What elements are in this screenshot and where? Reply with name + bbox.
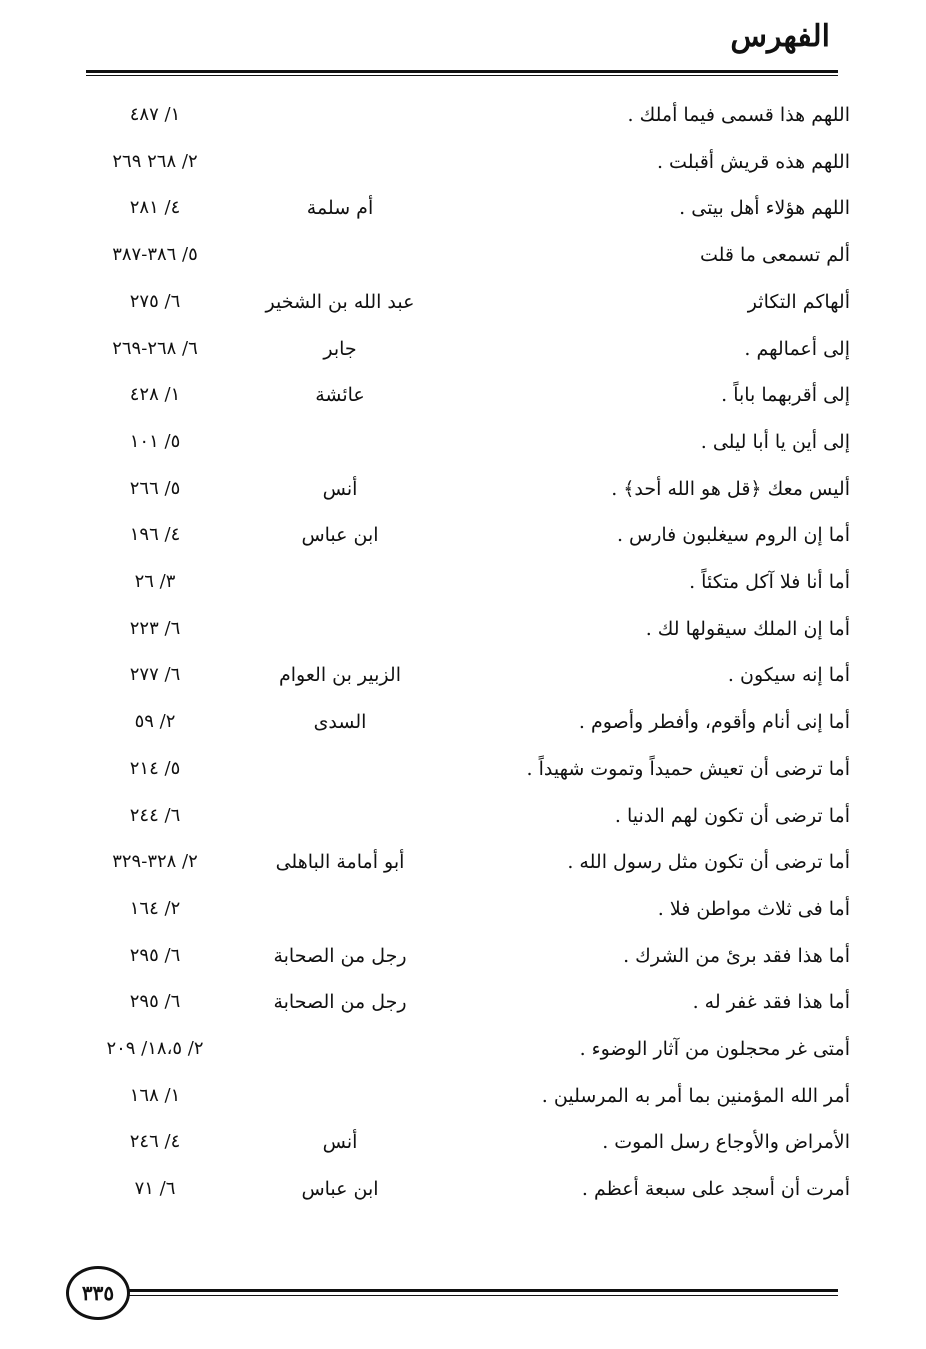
volume-page-ref: ٥/ ٢١٤ [129,757,181,779]
hadith-text: أما ترضى أن تكون مثل رسول الله . [567,851,850,874]
volume-page-ref: ٦/ ٢٤٤ [129,804,181,826]
hadith-text: أليس معك ﴿قل هو الله أحد﴾ . [611,477,850,500]
narrator: عائشة [315,384,365,407]
index-row [60,793,850,840]
narrator: رجل من الصحابة [273,991,407,1014]
index-row [60,1026,850,1073]
index-row [60,466,850,513]
index-row [60,746,850,793]
index-row [60,839,850,886]
page-number: ٣٣٥ [66,1266,130,1320]
volume-page-ref: ٢/ ٢٦٨ ٢٦٩ [112,150,198,172]
volume-page-ref: ٢/ ٣٢٨-٣٢٩ [112,851,198,873]
narrator: الزبير بن العوام [279,664,401,687]
narrator [240,746,440,793]
hadith-text: أمر الله المؤمنين بما أمر به المرسلين . [541,1084,850,1107]
hadith-text: ألهاكم التكاثر [747,290,850,313]
hadith-text: أمرت أن أسجد على سبعة أعظم . [581,1178,850,1201]
volume-page-ref: ٦/ ٢٢٣ [129,617,181,639]
page-title: الفهرس [730,19,830,54]
hadith-text: الأمراض والأوجاع رسل الموت . [602,1131,850,1154]
index-row [60,232,850,279]
volume-page-ref: ٣/ ٢٦ [134,571,176,592]
hadith-text: أما ترضى أن تكون لهم الدنيا . [614,804,850,827]
hadith-text: اللهم هذا قسمى فيما أملك . [627,104,850,126]
narrator: أنس [322,1131,358,1154]
index-row [60,886,850,933]
narrator: السدى [313,711,367,734]
index-row [60,979,850,1026]
hadith-text: أمتى غر محجلون من آثار الوضوء . [579,1038,850,1060]
header-rule [86,70,838,76]
volume-page-ref: ٦/ ٢٩٥ [129,944,181,966]
index-row [60,512,850,559]
volume-page-ref: ٥/ ١٠١ [129,430,181,452]
hadith-text: أما إن الملك سيقولها لك . [645,617,850,640]
volume-page-ref: ٦/ ٧١ [134,1178,176,1200]
hadith-text: اللهم هذه قريش أقبلت . [656,150,850,173]
narrator: أبو أمامة الباهلى [275,851,405,874]
volume-page-ref: ٥/ ٢٦٦ [129,477,181,499]
narrator: عبد الله بن الشخير [265,290,415,313]
index-row [60,1166,850,1213]
narrator: رجل من الصحابة [273,944,407,967]
hadith-text: أما فى ثلاث مواطن فلا . [657,897,850,920]
narrator [240,1026,440,1073]
narrator [240,419,440,466]
narrator [240,559,440,606]
index-row [60,372,850,419]
hadith-text: ألم تسمعى ما قلت [699,244,850,267]
narrator [240,886,440,933]
volume-page-ref: ٦/ ٢٧٧ [129,664,181,686]
index-row [60,1119,850,1166]
volume-page-ref: ٢/ ١٨،٥/ ٢٠٩ [106,1038,204,1059]
narrator [240,92,440,139]
volume-page-ref: ٤/ ٢٤٦ [129,1131,181,1153]
narrator [240,793,440,840]
index-table [60,92,850,1232]
volume-page-ref: ٦/ ٢٧٥ [129,290,181,312]
index-row [60,279,850,326]
volume-page-ref: ٥/ ٣٨٦-٣٨٧ [112,244,198,266]
volume-page-ref: ١/ ١٦٨ [129,1084,181,1106]
narrator [240,606,440,653]
index-row [60,652,850,699]
hadith-text: أما أنا فلا آكل متكئاً . [689,571,850,593]
hadith-text: إلى أعمالهم . [744,337,850,360]
index-row [60,1073,850,1120]
hadith-text: إلى أين يا أبا ليلى . [700,430,850,453]
index-row [60,326,850,373]
volume-page-ref: ١/ ٤٨٧ [129,104,181,125]
hadith-text: أما إنى أنام وأقوم، وأفطر وأصوم . [578,711,850,734]
volume-page-ref: ٤/ ١٩٦ [129,524,181,546]
narrator: أم سلمة [306,197,374,220]
index-row [60,92,850,139]
hadith-text: أما هذا فقد برئ من الشرك . [623,944,850,967]
narrator: ابن عباس [301,524,379,547]
hadith-text: أما هذا فقد غفر له . [692,991,850,1014]
hadith-text: أما إن الروم سيغلبون فارس . [616,524,850,547]
narrator: أنس [322,477,358,500]
index-row [60,419,850,466]
hadith-text: أما ترضى أن تعيش حميداً وتموت شهيداً . [526,757,850,780]
narrator: جابر [323,337,357,360]
index-row [60,185,850,232]
narrator [240,1073,440,1120]
volume-page-ref: ٢/ ٥٩ [134,711,176,733]
narrator: ابن عباس [301,1178,379,1201]
hadith-text: أما إنه سيكون . [727,664,850,687]
narrator [240,139,440,186]
volume-page-ref: ١/ ٤٢٨ [129,384,181,406]
index-row [60,933,850,980]
index-row [60,606,850,653]
volume-page-ref: ٦/ ٢٦٨-٢٦٩ [112,337,198,359]
footer-rule [128,1289,838,1296]
index-row [60,139,850,186]
hadith-text: اللهم هؤلاء أهل بيتى . [679,197,850,220]
index-row [60,699,850,746]
volume-page-ref: ٦/ ٢٩٥ [129,991,181,1013]
volume-page-ref: ٢/ ١٦٤ [129,897,181,919]
narrator [240,232,440,279]
volume-page-ref: ٤/ ٢٨١ [129,197,181,219]
hadith-text: إلى أقربهما باباً . [721,384,850,407]
index-row [60,559,850,606]
